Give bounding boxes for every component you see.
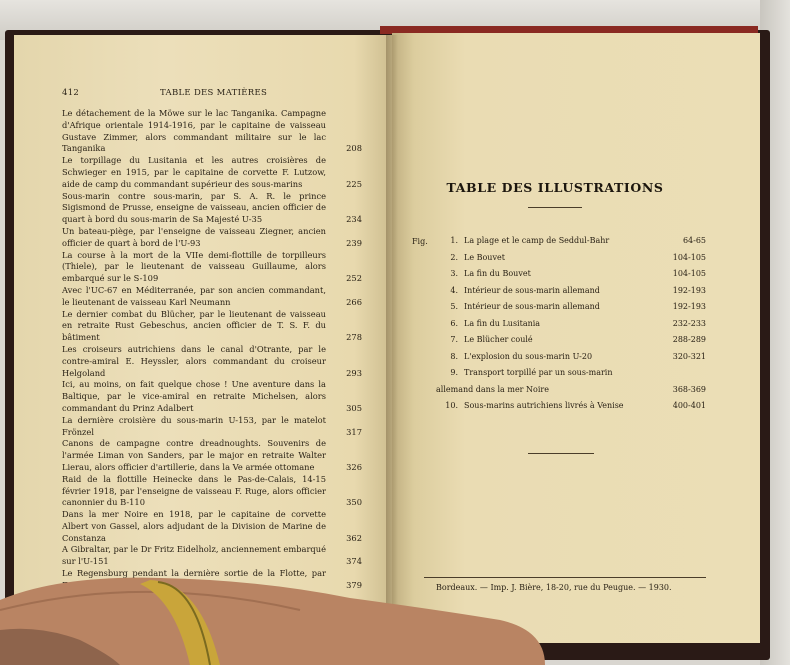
figure-number: 10. [445,401,458,410]
figure-number: 7. [450,335,458,344]
figure-pages: 320-321 [672,351,706,361]
figure-number: 3. [450,269,458,278]
contents-entry [62,309,362,344]
figure-entry [436,299,706,316]
entry-page: 266 [346,296,362,307]
running-head: TABLE DES MATIÈRES [160,88,268,98]
entry-text: Le détachement de la Möwe sur le lac Tanganika. Campagne d'Afrique orientale 1914-1916, par le capitaine de vaisseau Gustave Zimmer, alors commandant militaire sur le lac Tanganika [62,108,326,154]
imprint: Bordeaux. — Imp. J. Bière, 18-20, rue du Peugue. — 1930. [436,583,672,592]
entry-page: 252 [346,273,362,284]
figure-pages: 192-193 [672,285,706,295]
figure-entry [436,233,706,250]
figure-caption: Sous-marins autrichiens livrés à Venise [464,401,624,410]
figure-caption: Le Blücher coulé [464,335,533,344]
figure-caption: Intérieur de sous-marin allemand [464,302,600,311]
figure-caption: La fin du Lusitania [464,318,541,328]
entry-page: 239 [346,237,362,248]
contents-entry [62,285,362,309]
figure-number: 4. [450,285,458,295]
figure-entry [436,398,706,415]
entry-text: La course à la mort de la VIIe demi-flottille de torpilleurs (Thiele), par le lieutenant de vaisseau Guillaume, alors embarqué sur le S-109 [62,249,326,284]
entry-page: 208 [346,143,362,154]
figure-number: 8. [450,351,458,361]
hand-holding-book [0,570,560,665]
entry-text: Dans la mer Noire en 1918, par le capitaine de corvette Albert von Gassel, alors adjudant de la Division de Marine de Constanza [62,509,326,543]
figure-caption: La plage et le camp de Seddul-Bahr [464,236,610,245]
illustrations-title: TABLE DES ILLUSTRATIONS [446,180,664,195]
entry-text: Raid de la flottille Heinecke dans le Pas-de-Calais, 14-15 février 1918, par l'enseigne de vaisseau F. Ruge, alors officier canonnier du B-110 [62,473,326,508]
contents-entry [62,108,362,155]
entry-text: Un bateau-piège, par l'enseigne de vaisseau Ziegner, ancien officier de quart à bord de l'U-93 [62,225,326,248]
figure-pages: 288-289 [672,335,706,344]
contents-entry [62,509,362,544]
entry-page: 362 [346,532,362,543]
entry-page: 326 [346,461,362,472]
contents-list [62,108,362,627]
entry-text: Le dernier combat du Blücher, par le lieutenant de vaisseau en retraite Rust Gebeschus, ancien officier de T. S. F. du bâtiment [62,308,326,343]
contents-entry [62,415,362,439]
fig-label: Fig. [412,237,428,246]
entry-text: Sous-marin contre sous-marin, par S. A. R. le prince Sigismond de Prusse, enseigne de vaisseau, ancien officier de quart à bord du sous-marin de Sa Majesté U-35 [62,190,326,225]
figure-entry [436,332,706,349]
contents-entry [62,344,362,379]
figure-entry [436,349,706,366]
figure-pages: 400-401 [672,401,706,410]
contents-entry [62,250,362,285]
entry-page: 350 [346,497,362,508]
contents-entry [62,544,362,568]
title-rule [528,207,582,208]
end-rule [528,453,594,454]
figure-entry [436,365,706,398]
figure-number: 6. [450,318,458,328]
figure-number: 2. [450,252,458,262]
entry-page: 317 [346,426,362,437]
contents-entry [62,379,362,414]
figure-number: 5. [450,302,458,311]
entry-page: 293 [346,367,362,378]
contents-entry [62,438,362,473]
figure-entry [436,266,706,283]
entry-page: 225 [346,178,362,189]
figure-entry [436,250,706,267]
entry-text: Canons de campagne contre dreadnoughts. Souvenirs de l'armée Liman von Sanders, par le major en retraite Walter Lierau, alors officier d'artillerie, dans la Ve armée ottomane [62,438,326,472]
entry-text: Avec l'UC-67 en Méditerranée, par son ancien commandant, le lieutenant de vaisseau Karl Neumann [62,284,326,307]
figure-pages: 232-233 [672,318,706,328]
entry-page: 234 [346,214,362,225]
figure-caption: Intérieur de sous-marin allemand [464,285,600,295]
contents-entry [62,191,362,226]
entry-page: 379 [346,579,362,590]
book-gutter [386,35,398,640]
figure-pages: 104-105 [672,252,706,262]
figure-number: 9. [450,368,458,377]
entry-text: Les croiseurs autrichiens dans le canal d'Otrante, par le contre-amiral E. Heyssler, alors commandant du croiseur Helgoland [62,343,326,378]
contents-entry [62,226,362,250]
entry-page: 278 [346,332,362,343]
figure-pages: 368-369 [672,384,706,394]
entry-page: 374 [346,556,362,567]
contents-entry [62,474,362,509]
entry-text: Le Regensburg pendant la dernière sortie de la Flotte, par [62,568,326,579]
figure-pages: 104-105 [672,269,706,278]
contents-entry [62,155,362,190]
entry-text: A Gibraltar, par le Dr Fritz Eidelholz, anciennement embarqué sur l'U-151 [62,544,326,567]
figure-caption: L'explosion du sous-marin U-20 [464,351,593,361]
page-number: 412 [62,88,80,98]
figures-list [436,233,706,415]
entry-text: La dernière croisière du sous-marin U-153, par le matelot Frönzel [62,414,326,437]
entry-page: 305 [346,402,362,413]
entry-text: Le torpillage du Lusitania et les autres croisières de Schwieger en 1915, par le capitaine de corvette F. Lutzow, aide de camp du commandant supérieur des sous-marins [62,155,326,189]
figure-number: 1. [450,236,458,245]
figure-caption: La fin du Bouvet [464,269,531,278]
figure-caption: Transport torpillé par un sous-marin allemand dans la mer Noire [436,368,613,394]
figure-pages: 192-193 [672,302,706,311]
figure-entry [436,283,706,300]
figure-entry [436,316,706,333]
figure-pages: 64-65 [682,236,706,245]
figure-caption: Le Bouvet [464,252,505,262]
entry-text: Ici, au moins, on fait quelque chose ! Une aventure dans la Baltique, par le vice-amiral en retraite Michelsen, alors commandant du Prinz Adalbert [62,379,326,413]
